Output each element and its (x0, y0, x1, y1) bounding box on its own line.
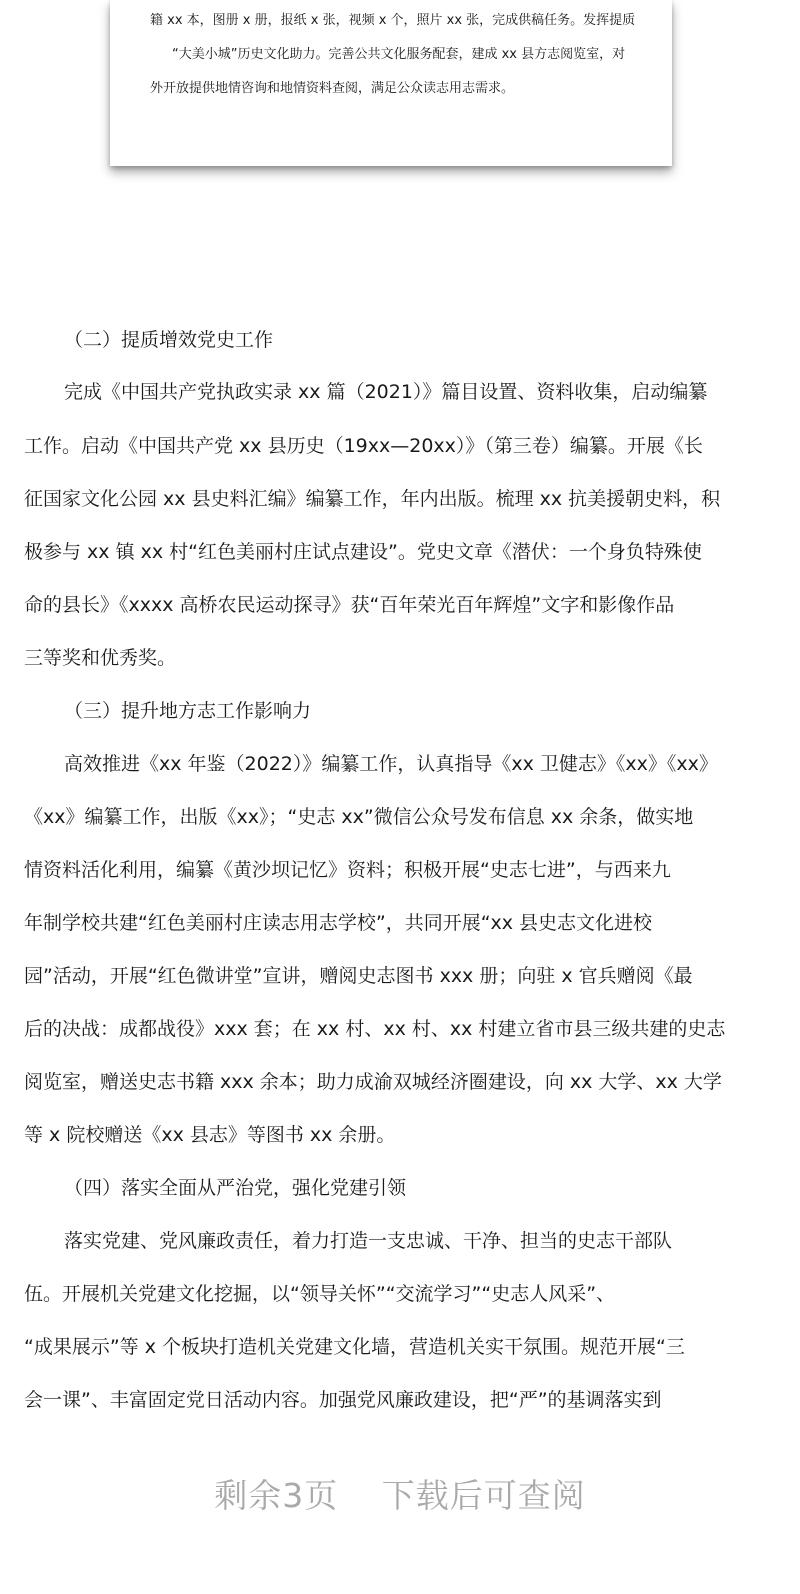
card-text-line: “大美小城”历史文化助力。完善公共文化服务配套，建成 xx 县方志阅览室，对 (172, 47, 626, 62)
paragraph-line: “成果展示”等 x 个板块打造机关党建文化墙，营造机关实干氛围。规范开展“三 (24, 1336, 685, 1358)
section-heading-2: （二）提质增效党史工作 (64, 329, 274, 351)
paragraph-line: 极参与 xx 镇 xx 村“红色美丽村庄试点建设”。党史文章《潜伏：一个身负特殊使 (24, 541, 702, 563)
paragraph-line: 高效推进《xx 年鉴（2022）》编纂工作，认真指导《xx 卫健志》《xx》《xx》 (64, 753, 718, 775)
paragraph-line: 《xx》编纂工作，出版《xx》；“史志 xx”微信公众号发布信息 xx 余条，做实地 (24, 806, 694, 828)
paragraph-line: 会一课”、丰富固定党日活动内容。加强党风廉政建设，把“严”的基调落实到 (24, 1389, 662, 1411)
document-preview-card (110, 0, 672, 166)
paragraph-line: 伍。开展机关党建文化挖掘，以“领导关怀”“交流学习”“史志人风采”、 (24, 1283, 616, 1305)
download-to-view-text[interactable]: 下载后可查阅 (381, 1476, 586, 1515)
paragraph-line: 后的决战：成都战役》xxx 套；在 xx 村、xx 村、xx 村建立省市县三级共建的史志 (24, 1018, 726, 1040)
paragraph-line: 情资料活化利用，编纂《黄沙坝记忆》资料；积极开展“史志七进”，与西来九 (24, 859, 671, 881)
card-text-line: 籍 xx 本，图册 x 册，报纸 x 张，视频 x 个，照片 xx 张，完成供稿任务。发挥提质 (150, 13, 636, 28)
card-text-line: 外开放提供地情咨询和地情资料查阅，满足公众读志用志需求。 (150, 81, 515, 96)
download-prompt[interactable] (0, 1470, 800, 1517)
paragraph-line: 命的县长》《xxxx 高桥农民运动探寻》获“百年荣光百年辉煌”文字和影像作品 (24, 594, 675, 616)
paragraph-line: 等 x 院校赠送《xx 县志》等图书 xx 余册。 (24, 1124, 396, 1146)
paragraph-line: 征国家文化公园 xx 县史料汇编》编纂工作，年内出版。梳理 xx 抗美援朝史料，积 (24, 488, 721, 510)
paragraph-line: 工作。启动《中国共产党 xx 县历史（19xx—20xx）》（第三卷）编纂。开展《长 (24, 435, 703, 457)
remaining-pages-text: 剩余3页 (214, 1476, 339, 1515)
paragraph-line: 落实党建、党风廉政责任，着力打造一支忠诚、干净、担当的史志干部队 (64, 1230, 673, 1252)
section-heading-3: （三）提升地方志工作影响力 (64, 700, 312, 722)
paragraph-line: 完成《中国共产党执政实录 xx 篇（2021）》篇目设置、资料收集，启动编纂 (64, 381, 708, 403)
paragraph-line: 阅览室，赠送史志书籍 xxx 余本；助力成渝双城经济圈建设，向 xx 大学、xx 大学 (24, 1071, 722, 1093)
paragraph-line: 三等奖和优秀奖。 (24, 647, 177, 669)
section-heading-4: （四）落实全面从严治党，强化党建引领 (64, 1177, 407, 1199)
paragraph-line: 园”活动，开展“红色微讲堂”宣讲，赠阅史志图书 xxx 册；向驻 x 官兵赠阅《最 (24, 965, 693, 987)
paragraph-line: 年制学校共建“红色美丽村庄读志用志学校”，共同开展“xx 县史志文化进校 (24, 912, 653, 934)
